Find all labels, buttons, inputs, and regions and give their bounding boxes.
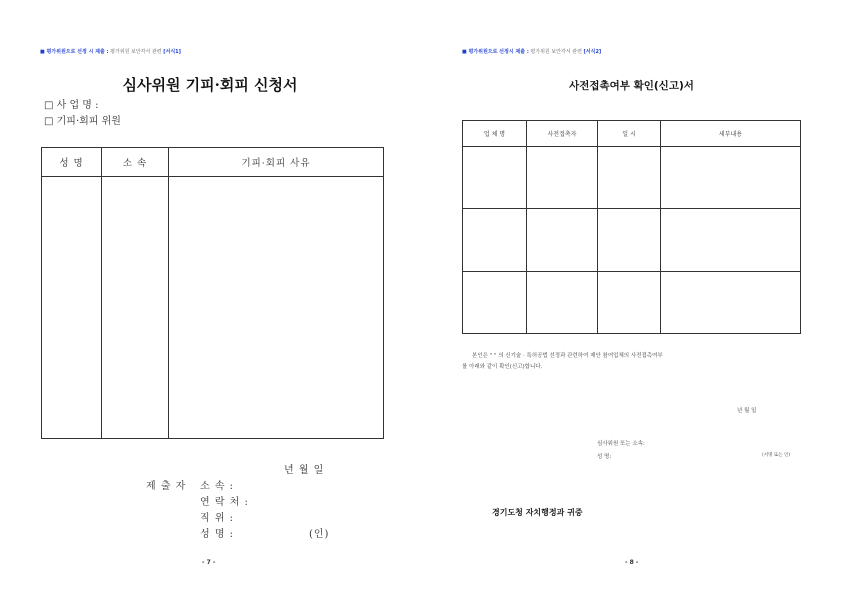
header-contact-person: 사전접촉자 bbox=[527, 121, 598, 147]
tagline-bold: ■ 평가위원으로 선정 시 제출 : bbox=[40, 49, 109, 55]
cell[interactable] bbox=[598, 147, 661, 209]
cell-affiliation[interactable] bbox=[102, 177, 169, 439]
contact-table bbox=[462, 120, 801, 334]
cell[interactable] bbox=[527, 209, 598, 271]
cell[interactable] bbox=[463, 271, 527, 333]
table-row bbox=[463, 271, 801, 333]
header-datetime: 일 시 bbox=[598, 121, 661, 147]
page-number-right: - 8 - bbox=[625, 559, 639, 566]
form-tagline bbox=[40, 48, 181, 55]
cell[interactable] bbox=[463, 209, 527, 271]
header-name: 성 명 bbox=[42, 148, 102, 177]
cell-reason[interactable] bbox=[169, 177, 384, 439]
form-tagline-right bbox=[462, 48, 601, 55]
form-title-right: 사전접촉여부 확인(신고)서 bbox=[569, 80, 694, 92]
organization-addressee: 경기도청 자치행정과 귀중 bbox=[492, 508, 583, 517]
statement-line-2: 를 아래와 같이 확인(신고)합니다. bbox=[462, 364, 543, 370]
seal-mark: (인) bbox=[309, 529, 330, 540]
cell[interactable] bbox=[527, 147, 598, 209]
field-position-label: 직 위 : bbox=[200, 513, 235, 524]
cell[interactable] bbox=[661, 147, 801, 209]
name-label: 성 명: bbox=[597, 454, 612, 460]
page-number-left: - 7 - bbox=[202, 559, 216, 566]
cell[interactable] bbox=[661, 209, 801, 271]
header-affiliation: 소 속 bbox=[102, 148, 169, 177]
table-row bbox=[463, 147, 801, 209]
header-reason: 기피·회피 사유 bbox=[169, 148, 384, 177]
field-contact-label: 연 락 처 : bbox=[200, 497, 249, 508]
cell-name[interactable] bbox=[42, 177, 102, 439]
form-title: 심사위원 기피·회피 신청서 bbox=[122, 76, 298, 94]
field-name-label: 성 명 : bbox=[200, 529, 235, 540]
cell[interactable] bbox=[661, 271, 801, 333]
tagline-gray: 평가위원 보안각서 관련 bbox=[530, 49, 582, 55]
statement-line-1: 본인은 " " 의 신기술 · 특허공법 선정과 관련하여 제안 참여업체의 사전접촉여부 bbox=[472, 353, 663, 359]
tagline-form: [서식2] bbox=[583, 49, 602, 55]
cell[interactable] bbox=[598, 209, 661, 271]
table-header-row bbox=[42, 148, 384, 177]
right-date: 년 월 일 bbox=[737, 408, 757, 414]
cell[interactable] bbox=[527, 271, 598, 333]
cell[interactable] bbox=[598, 271, 661, 333]
table-row bbox=[463, 209, 801, 271]
cell[interactable] bbox=[463, 147, 527, 209]
checkbox-recusal-member: □ 기피·회피 위원 bbox=[44, 116, 121, 127]
tagline-bold: ■ 평가위원으로 선정시 제출 : bbox=[462, 49, 529, 55]
table-header-row bbox=[463, 121, 801, 147]
left-date: 년 월 일 bbox=[284, 465, 325, 476]
tagline-form: [서식1] bbox=[163, 49, 181, 55]
header-company: 업 체 명 bbox=[463, 121, 527, 147]
recusal-table bbox=[41, 147, 384, 439]
field-affiliation-label: 소 속 : bbox=[200, 481, 235, 492]
affiliation-label: 심사위원 또는 소속: bbox=[597, 441, 645, 447]
table-row bbox=[42, 177, 384, 439]
submitter-label: 제 출 자 bbox=[146, 481, 187, 492]
sign-note: (서명 또는 인) bbox=[762, 453, 791, 458]
header-details: 세부내용 bbox=[661, 121, 801, 147]
tagline-gray: 평가위원 보안각서 관련 bbox=[110, 49, 162, 55]
checkbox-business-name: □ 사 업 명 : bbox=[44, 100, 99, 111]
